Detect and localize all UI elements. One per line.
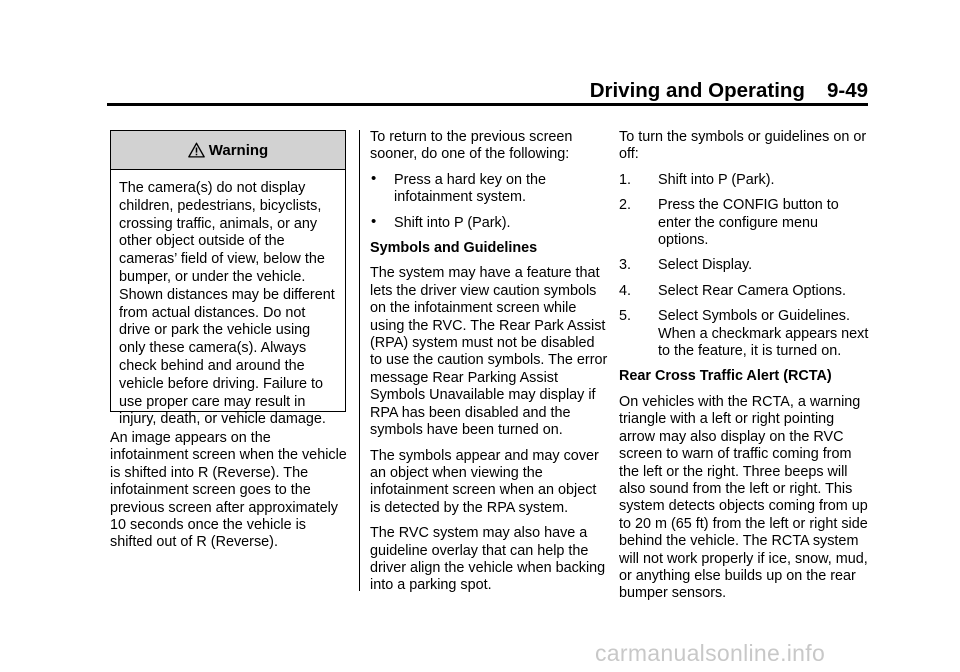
column-divider — [359, 130, 360, 591]
warning-header — [111, 131, 345, 170]
page-number: 9-49 — [826, 79, 868, 102]
column-2 — [370, 129, 610, 603]
list-item: 2. Press the CONFIG button to enter the configure menu options. — [619, 197, 839, 249]
section-title: Driving and Operating — [589, 79, 805, 102]
header-rule — [107, 103, 868, 106]
symbols-paragraph-2: The symbols appear and may cover an object when viewing the infotainment screen when an object is detected by the RPA system. — [370, 447, 599, 516]
column-1 — [110, 430, 350, 560]
list-item: 5. Select Symbols or Guidelines. When a checkmark appears next to the feature, it is turned on. — [619, 308, 869, 360]
bullet-icon: • — [371, 169, 377, 187]
warning-icon — [188, 142, 205, 159]
column-3 — [619, 129, 869, 611]
bullet-icon: • — [371, 212, 377, 230]
watermark: carmanualsonline.info — [595, 640, 826, 666]
list-item: 4. Select Rear Camera Options. — [619, 282, 846, 299]
symbols-heading: Symbols and Guidelines — [370, 240, 538, 257]
list-item: 3. Select Display. — [619, 257, 753, 274]
return-intro: To return to the previous screen sooner, do one of the following: — [370, 129, 573, 163]
rcta-heading: Rear Cross Traffic Alert (RCTA) — [619, 368, 832, 385]
rcta-paragraph: On vehicles with the RCTA, a warning triangle with a left or right pointing arrow may also display on the RVC screen to warn of traffic coming from the left or the right. Three beeps will also sound from the left or right. This system detects objects coming from up to 20 m (65 ft) from the left or right side behind the vehicle. The RCTA system will not work properly if ice, snow, mud, or anything else builds up on the rear bumper sensors. — [619, 393, 868, 602]
warning-box — [110, 130, 346, 428]
symbols-paragraph-3: The RVC system may also have a guideline overlay that can help the driver align the vehicle when backing into a parking spot. — [370, 525, 606, 594]
list-item: • Shift into P (Park). — [371, 212, 511, 231]
list-item: 1. Shift into P (Park). — [619, 171, 775, 188]
rvc-image-paragraph: An image appears on the infotainment screen when the vehicle is shifted into R (Reverse). The infotainment screen goes to the previous screen after approximately 10 seconds once the vehicle is shifted out of R (Reverse). — [110, 430, 347, 551]
toggle-intro: To turn the symbols or guidelines on or off: — [619, 129, 867, 163]
symbols-paragraph-1: The system may have a feature that lets the driver view caution symbols on the infotainment screen while using the RVC. The Rear Park Assist (RPA) system must not be disabled to use the caution symbols. The error message Rear Parking Assist Symbols Unavailable may display if RPA has been disabled and the symbols have been turned on. — [370, 265, 608, 439]
page-header — [107, 78, 868, 104]
warning-text: The camera(s) do not display children, pedestrians, bicyclists, crossing traffic, animals, or any other object outside of the cameras’ field of view, below the bumper, or under the vehicle. Shown distances may be different from actual distances. Do not drive or park the vehicle using only these camera(s). Always check behind and around the vehicle before driving. Failure to use proper care may result in injury, death, or vehicle damage. — [119, 180, 335, 428]
warning-title: Warning — [208, 141, 269, 159]
list-item: • Press a hard key on the infotainment system. — [371, 169, 546, 206]
